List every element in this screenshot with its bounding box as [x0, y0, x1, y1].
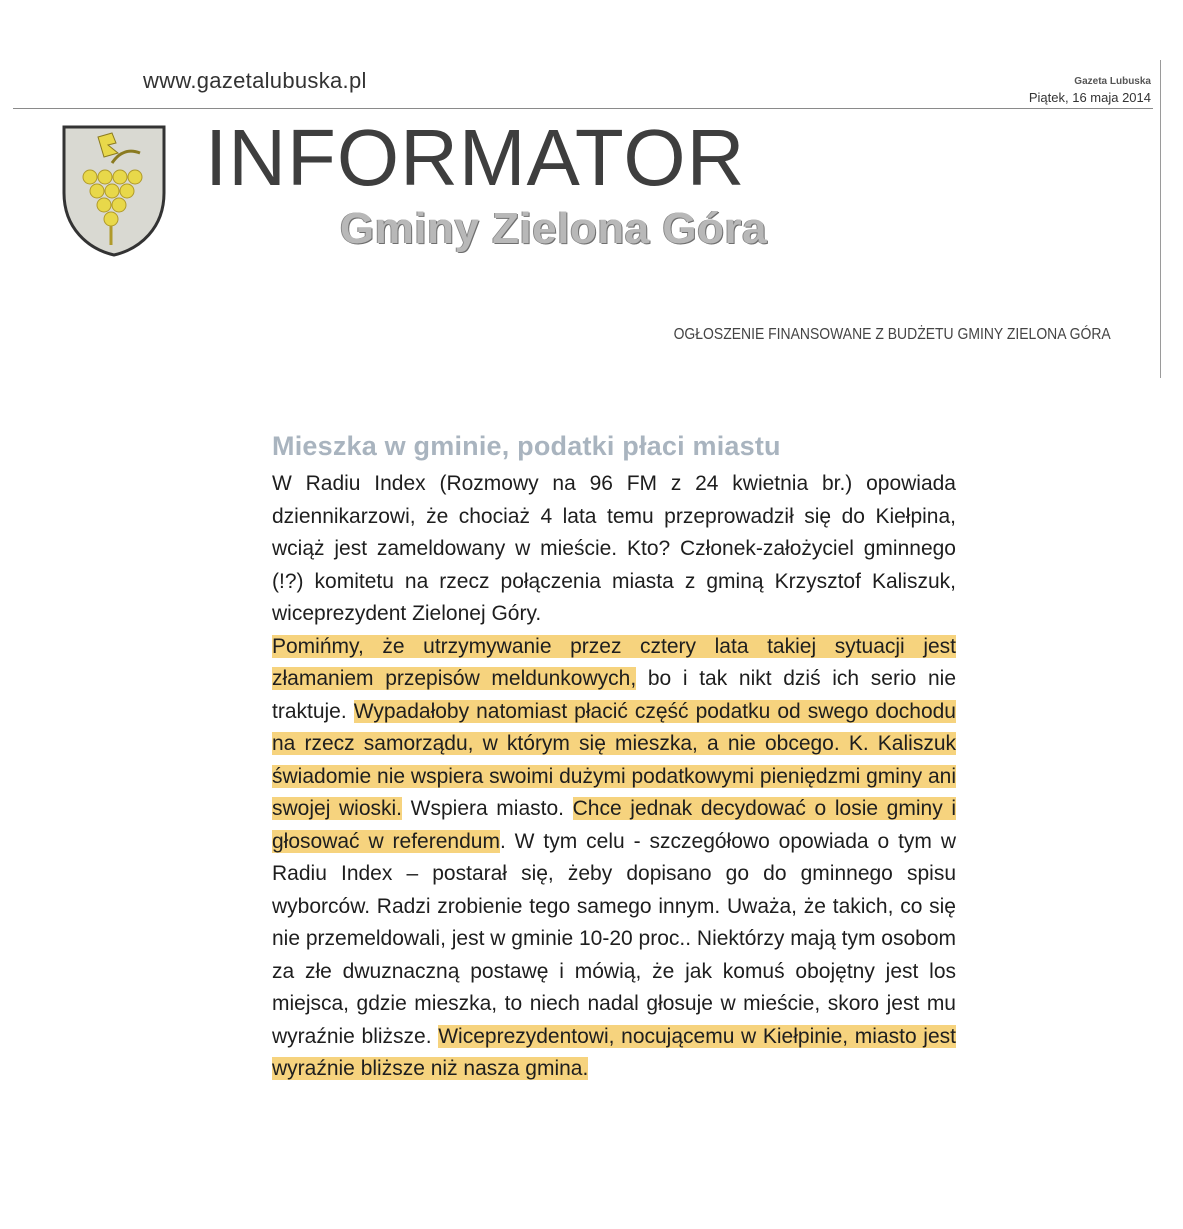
- article-paragraph-2: [272, 631, 956, 1086]
- article: [272, 430, 956, 1086]
- paper-name: Gazeta Lubuska: [1074, 76, 1151, 87]
- header-rule: [13, 108, 1153, 109]
- issue-date: Piątek, 16 maja 2014: [1028, 90, 1151, 105]
- grape-coat-of-arms-icon: [60, 123, 168, 259]
- highlighted-text: Pomińmy, że utrzymywanie przez cztery lata takiej sytuacji jest złamaniem przepisów meldunkowych,: [272, 634, 956, 690]
- masthead: [1029, 74, 1151, 106]
- article-headline: Mieszka w gminie, podatki płaci miastu: [272, 431, 781, 461]
- highlighted-text: Chce jednak decydować o losie gminy i głosować w referendum: [272, 797, 956, 853]
- page-edge-line: [1160, 60, 1161, 378]
- article-text: . W tym celu - szczegółowo opowiada o tym w Radiu Index – postarał się, żeby dopisano go do gminnego spisu wyborców. Radzi zrobienie tego samego innym. Uważa, że takich, co się nie przemeldowali, jest w gminie 10-20 proc.. Niektórzy mają tym osobom za złe dwuznaczną postawę i mówią, że jak komuś obojętny jest los miejsca, gdzie mieszka, to niech nadal głosuje w mieście, skoro jest mu wyraźnie bliższe.: [272, 829, 956, 1048]
- article-text: bo i tak nikt dziś ich serio nie traktuje.: [272, 667, 956, 723]
- highlighted-text: Wypadałoby natomiast płacić część podatku od swego dochodu na rzecz samorządu, w którym się mieszka, a nie obcego. K. Kaliszuk świadomie nie wspiera swoimi dużymi podatkowymi pieniędzmi gminy ani swojej wioski.: [272, 699, 956, 820]
- funding-notice: OGŁOSZENIE FINANSOWANE Z BUDŻETU GMINY ZIELONA GÓRA: [673, 326, 1111, 343]
- article-text: Wspiera miasto.: [402, 797, 573, 820]
- page-subtitle: Gminy Zielona Góra: [340, 204, 768, 253]
- article-paragraph-1: W Radiu Index (Rozmowy na 96 FM z 24 kwietnia br.) opowiada dziennikarzowi, że chociaż 4 lata temu przeprowadził się do Kiełpina, wciąż jest zameldowany w mieście. Kto? Członek-założyciel gminnego (!?) komitetu na rzecz połączenia miasta z gminą Krzysztof Kaliszuk, wiceprezydent Zielonej Góry.: [272, 472, 956, 625]
- site-url: www.gazetalubuska.pl: [143, 68, 367, 93]
- highlighted-text: Wiceprezydentowi, nocującemu w Kiełpinie, miasto jest wyraźnie bliższe niż nasza gmina.: [272, 1024, 956, 1080]
- page-title: INFORMATOR: [205, 113, 746, 202]
